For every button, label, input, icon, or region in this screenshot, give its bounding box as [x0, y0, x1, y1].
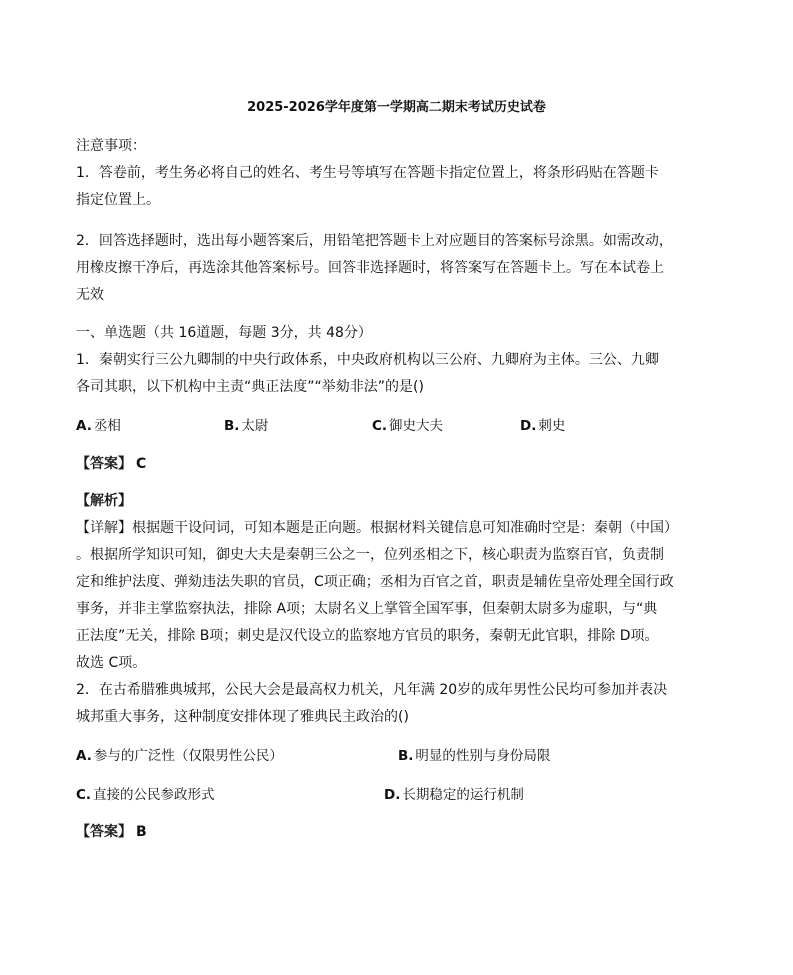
question-2-option-d: [384, 786, 524, 804]
question-1-option-a: [76, 417, 121, 435]
option-key: D.: [520, 418, 537, 434]
section-heading: 一、单选题（共 16道题，每题 3分，共 48分）: [76, 325, 372, 341]
option-key: B.: [224, 418, 240, 434]
question-1-detail-line: 正法度”无关，排除 B项；刺史是汉代设立的监察地方官员的职务，秦朝无此官职，排除 D项。: [76, 628, 659, 644]
option-text: 参与的广泛性（仅限男性公民）: [93, 748, 283, 764]
notice-item-2-line-3: 无效: [76, 287, 104, 303]
notice-item-2-line-2: 用橡皮擦干净后，再选涂其他答案标号。回答非选择题时，将答案写在答题卡上。写在本试卷上: [76, 260, 664, 276]
question-2-option-b: [398, 747, 550, 765]
option-key: C.: [372, 418, 388, 434]
option-key: A.: [76, 748, 92, 764]
question-1-detail-line: 定和维护法度、弹劾违法失职的官员，C项正确；丞相为百官之首，职责是辅佐皇帝处理全国行政: [76, 574, 674, 590]
notice-item-1-line-2: 指定位置上。: [76, 192, 160, 208]
option-key: B.: [398, 748, 414, 764]
answer-value: C: [136, 456, 147, 472]
question-1-line-1: 1．秦朝实行三公九卿制的中央行政体系，中央政府机构以三公府、九卿府为主体。三公、九卿: [76, 352, 659, 368]
option-text: 明显的性别与身份局限: [415, 748, 551, 764]
question-1-answer: [76, 455, 146, 473]
analysis-tag: 【解析】: [76, 493, 132, 509]
option-text: 长期稳定的运行机制: [402, 787, 524, 803]
question-1-option-b: [224, 417, 268, 435]
question-2-line-2: 城邦重大事务，这种制度安排体现了雅典民主政治的(): [76, 709, 409, 725]
question-1-detail-line: 。根据所学知识可知，御史大夫是秦朝三公之一，位列丞相之下，核心职责为监察百官，负责制: [76, 547, 664, 563]
option-text: 御史大夫: [389, 418, 444, 434]
notice-heading: 注意事项：: [76, 138, 146, 154]
notice-item-1-line-1: 1．答卷前，考生务必将自己的姓名、考生号等填写在答题卡指定位置上，将条形码贴在答题卡: [76, 165, 659, 181]
option-key: D.: [384, 787, 401, 803]
option-key: A.: [76, 418, 92, 434]
answer-tag: 【答案】: [76, 456, 132, 472]
option-text: 直接的公民参政形式: [93, 787, 215, 803]
exam-title: 2025-2026学年度第一学期高二期末考试历史试卷: [247, 100, 546, 115]
question-2-answer: [76, 823, 147, 841]
option-key: C.: [76, 787, 92, 803]
question-1-detail-line: 事务，并非主掌监察执法，排除 A项；太尉名义上掌管全国军事，但秦朝太尉多为虚职，与“典: [76, 601, 658, 617]
notice-item-2-line-1: 2．回答选择题时，选出每小题答案后，用铅笔把答题卡上对应题目的答案标号涂黑。如需改动，: [76, 233, 673, 249]
question-1-line-2: 各司其职，以下机构中主责“典正法度”“举劾非法”的是(): [76, 379, 424, 395]
question-2-option-c: [76, 786, 215, 804]
option-text: 太尉: [241, 418, 269, 434]
question-2-option-a: [76, 747, 283, 765]
option-text: 丞相: [93, 418, 121, 434]
question-1-analysis-tag: [76, 492, 132, 510]
answer-tag: 【答案】: [76, 824, 132, 840]
question-1-option-c: [372, 417, 443, 435]
question-1-option-d: [520, 417, 565, 435]
question-1-detail-line: 故选 C项。: [76, 655, 147, 671]
answer-value: B: [136, 824, 147, 840]
option-text: 刺史: [538, 418, 566, 434]
question-2-line-1: 2．在古希腊雅典城邦，公民大会是最高权力机关，凡年满 20岁的成年男性公民均可参加并表决: [76, 682, 668, 698]
question-1-detail-line: 【详解】根据题干设问词，可知本题是正向题。根据材料关键信息可知准确时空是：秦朝（中国）: [76, 520, 678, 536]
